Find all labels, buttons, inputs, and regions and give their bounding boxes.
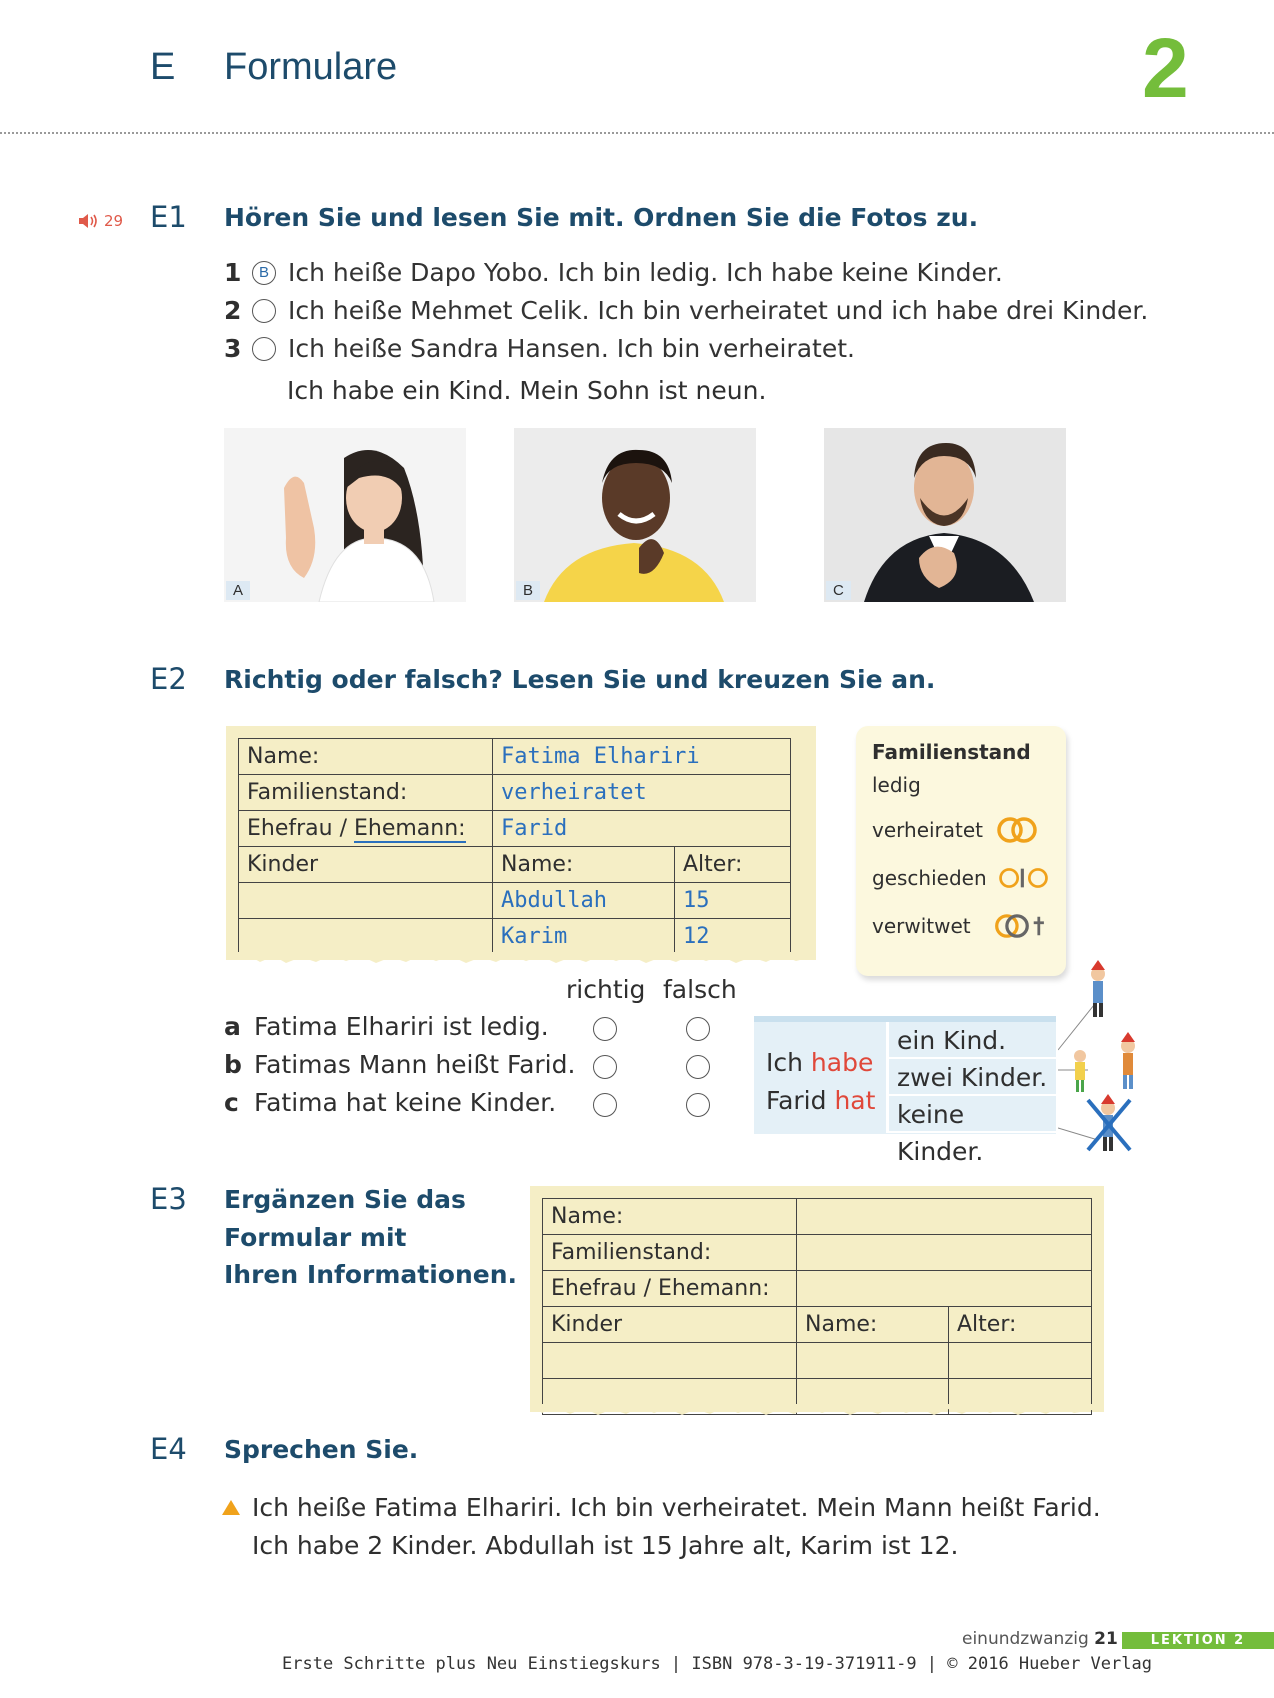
torn-edge: [530, 1404, 1104, 1418]
e1-item-number: 3: [224, 334, 242, 363]
audio-track[interactable]: [78, 212, 123, 230]
form-value: Karim: [493, 919, 675, 955]
page-number: 21: [1094, 1629, 1118, 1649]
grammar-ending: ein Kind.: [886, 1022, 1056, 1059]
statement-text: Fatima Elhariri ist ledig.: [254, 1012, 549, 1041]
e1-item-3: [224, 334, 855, 363]
radio-b-richtig[interactable]: [593, 1055, 617, 1079]
form-value: verheiratet: [493, 775, 791, 811]
footer-isbn: Erste Schritte plus Neu Einstiegskurs | ISBN 978-3-19-371911-9 | © 2016 Hueber Verlag: [282, 1654, 1152, 1674]
form-label: Familienstand:: [543, 1235, 797, 1271]
radio-a-richtig[interactable]: [593, 1017, 617, 1041]
familienstand-geschieden: geschieden: [872, 866, 987, 890]
form-value: 12: [675, 919, 791, 955]
form-input-spouse[interactable]: [797, 1271, 1092, 1307]
exercise-number-e1: E1: [150, 200, 187, 234]
grammar-subject: Ich: [766, 1048, 811, 1077]
exercise-title-e2: Richtig oder falsch? Lesen Sie und kreuzen Sie an.: [224, 665, 936, 694]
audio-track-number: 29: [104, 212, 124, 230]
radio-c-richtig[interactable]: [593, 1093, 617, 1117]
e1-item-text: Ich heiße Sandra Hansen. Ich bin verheiratet.: [288, 334, 855, 363]
familienstand-verwitwet: verwitwet: [872, 914, 971, 938]
grammar-endings: [886, 1022, 1056, 1166]
woman-photo-illustration: [224, 428, 466, 602]
chapter-number: 2: [1142, 21, 1189, 115]
photo-label-a: A: [226, 581, 250, 600]
statement-letter: a: [224, 1012, 241, 1041]
lektion-bar: LEKTION 2: [1122, 1632, 1274, 1649]
e3-title-line: Ergänzen Sie das: [224, 1185, 466, 1214]
exercise-title-e1: Hören Sie und lesen Sie mit. Ordnen Sie die Fotos zu.: [224, 203, 979, 232]
filled-form: [238, 738, 791, 955]
form-label: Kinder: [543, 1307, 797, 1343]
e3-title-line: Ihren Informationen.: [224, 1260, 518, 1289]
e1-item-text: Ich heiße Mehmet Celik. Ich bin verheiratet und ich habe drei Kinder.: [288, 296, 1149, 325]
radio-b-falsch[interactable]: [686, 1055, 710, 1079]
form-paper-e2: [226, 726, 816, 960]
page-number-word: [962, 1629, 1118, 1649]
e1-item-2: [224, 296, 1148, 325]
e1-item-3-line2: Ich habe ein Kind. Mein Sohn ist neun.: [287, 376, 767, 405]
grammar-subjects: [766, 1044, 875, 1120]
form-paper-e3: [530, 1186, 1104, 1412]
grammar-verb: hat: [834, 1086, 876, 1115]
familienstand-row: [872, 854, 1050, 902]
form-value: Farid: [493, 811, 791, 847]
form-label: Name:: [797, 1307, 949, 1343]
grammar-subject: Farid: [766, 1086, 835, 1115]
form-label: [239, 811, 493, 847]
photo-b: [514, 428, 756, 602]
photo-a: [224, 428, 466, 602]
column-falsch: falsch: [663, 975, 737, 1004]
radio-c-falsch[interactable]: [686, 1093, 710, 1117]
page-word: einundzwanzig: [962, 1629, 1089, 1649]
answer-circle[interactable]: [252, 337, 276, 361]
familienstand-row: [872, 806, 1050, 854]
man-yellow-shirt-illustration: [514, 428, 756, 602]
form-input-child-age[interactable]: [949, 1343, 1092, 1379]
e1-item-number: 2: [224, 296, 242, 325]
speaker-icon: [78, 213, 100, 229]
answer-circle[interactable]: B: [252, 261, 276, 285]
grammar-verb: habe: [810, 1048, 874, 1077]
column-richtig: richtig: [566, 975, 646, 1004]
e4-line1: Ich heiße Fatima Elhariri. Ich bin verheiratet. Mein Mann heißt Farid.: [252, 1493, 1101, 1522]
form-empty-cell: [543, 1343, 797, 1379]
exercise-number-e2: E2: [150, 662, 187, 696]
e3-title-line: Formular mit: [224, 1222, 407, 1252]
grammar-ending: zwei Kinder.: [886, 1059, 1056, 1096]
exercise-title-e4: Sprechen Sie.: [224, 1435, 419, 1464]
grammar-ending: keine Kinder.: [886, 1096, 1056, 1133]
header-divider: [0, 132, 1274, 134]
man-suit-illustration: [824, 428, 1066, 602]
form-input-name[interactable]: [797, 1199, 1092, 1235]
familienstand-row: [872, 902, 1050, 950]
section-title: Formulare: [224, 46, 398, 88]
spouse-label-ehemann: Ehemann:: [354, 816, 466, 841]
e1-item-1: [224, 258, 1003, 287]
answer-circle[interactable]: [252, 299, 276, 323]
section-letter: E: [150, 46, 176, 88]
blank-form: [542, 1198, 1092, 1415]
separated-rings-icon: [999, 863, 1050, 893]
form-label: Familienstand:: [239, 775, 493, 811]
speaker-triangle-icon: [222, 1500, 240, 1515]
familienstand-box: [856, 726, 1066, 976]
exercise-title-e3: [224, 1181, 517, 1294]
statement-b: [224, 1050, 575, 1079]
form-value: Fatima Elhariri: [493, 739, 791, 775]
torn-edge: [226, 952, 816, 966]
form-value: Abdullah: [493, 883, 675, 919]
grammar-box: [754, 1016, 1056, 1166]
e1-item-number: 1: [224, 258, 242, 287]
exercise-number-e3: E3: [150, 1182, 187, 1216]
statement-c: [224, 1088, 556, 1117]
form-label: Alter:: [675, 847, 791, 883]
photo-label-c: C: [826, 581, 851, 600]
form-label: Alter:: [949, 1307, 1092, 1343]
form-label: Ehefrau / Ehemann:: [543, 1271, 797, 1307]
rings-cross-icon: [993, 911, 1050, 941]
statement-letter: c: [224, 1088, 239, 1117]
familienstand-ledig: ledig: [872, 773, 921, 797]
cartoon-figures-illustration: [1058, 960, 1150, 1170]
form-label: Name:: [239, 739, 493, 775]
form-label: Kinder: [239, 847, 493, 883]
familienstand-verheiratet: verheiratet: [872, 818, 984, 842]
exercise-number-e4: E4: [150, 1432, 187, 1466]
spouse-label-ehefrau: Ehefrau /: [247, 816, 354, 841]
form-empty-cell: [239, 883, 493, 919]
familienstand-title: Familienstand: [872, 740, 1031, 764]
form-value: 15: [675, 883, 791, 919]
form-label: Name:: [543, 1199, 797, 1235]
statement-letter: b: [224, 1050, 242, 1079]
statement-a: [224, 1012, 549, 1041]
statement-text: Fatima hat keine Kinder.: [254, 1088, 557, 1117]
photo-c: [824, 428, 1066, 602]
e1-item-text: Ich heiße Dapo Yobo. Ich bin ledig. Ich habe keine Kinder.: [288, 258, 1003, 287]
rings-icon: [995, 815, 1041, 845]
statement-text: Fatimas Mann heißt Farid.: [254, 1050, 576, 1079]
e4-line2: Ich habe 2 Kinder. Abdullah ist 15 Jahre alt, Karim ist 12.: [252, 1531, 959, 1560]
form-input-status[interactable]: [797, 1235, 1092, 1271]
radio-a-falsch[interactable]: [686, 1017, 710, 1041]
form-empty-cell: [239, 919, 493, 955]
form-label: Name:: [493, 847, 675, 883]
form-input-child-name[interactable]: [797, 1343, 949, 1379]
photo-label-b: B: [516, 581, 540, 600]
